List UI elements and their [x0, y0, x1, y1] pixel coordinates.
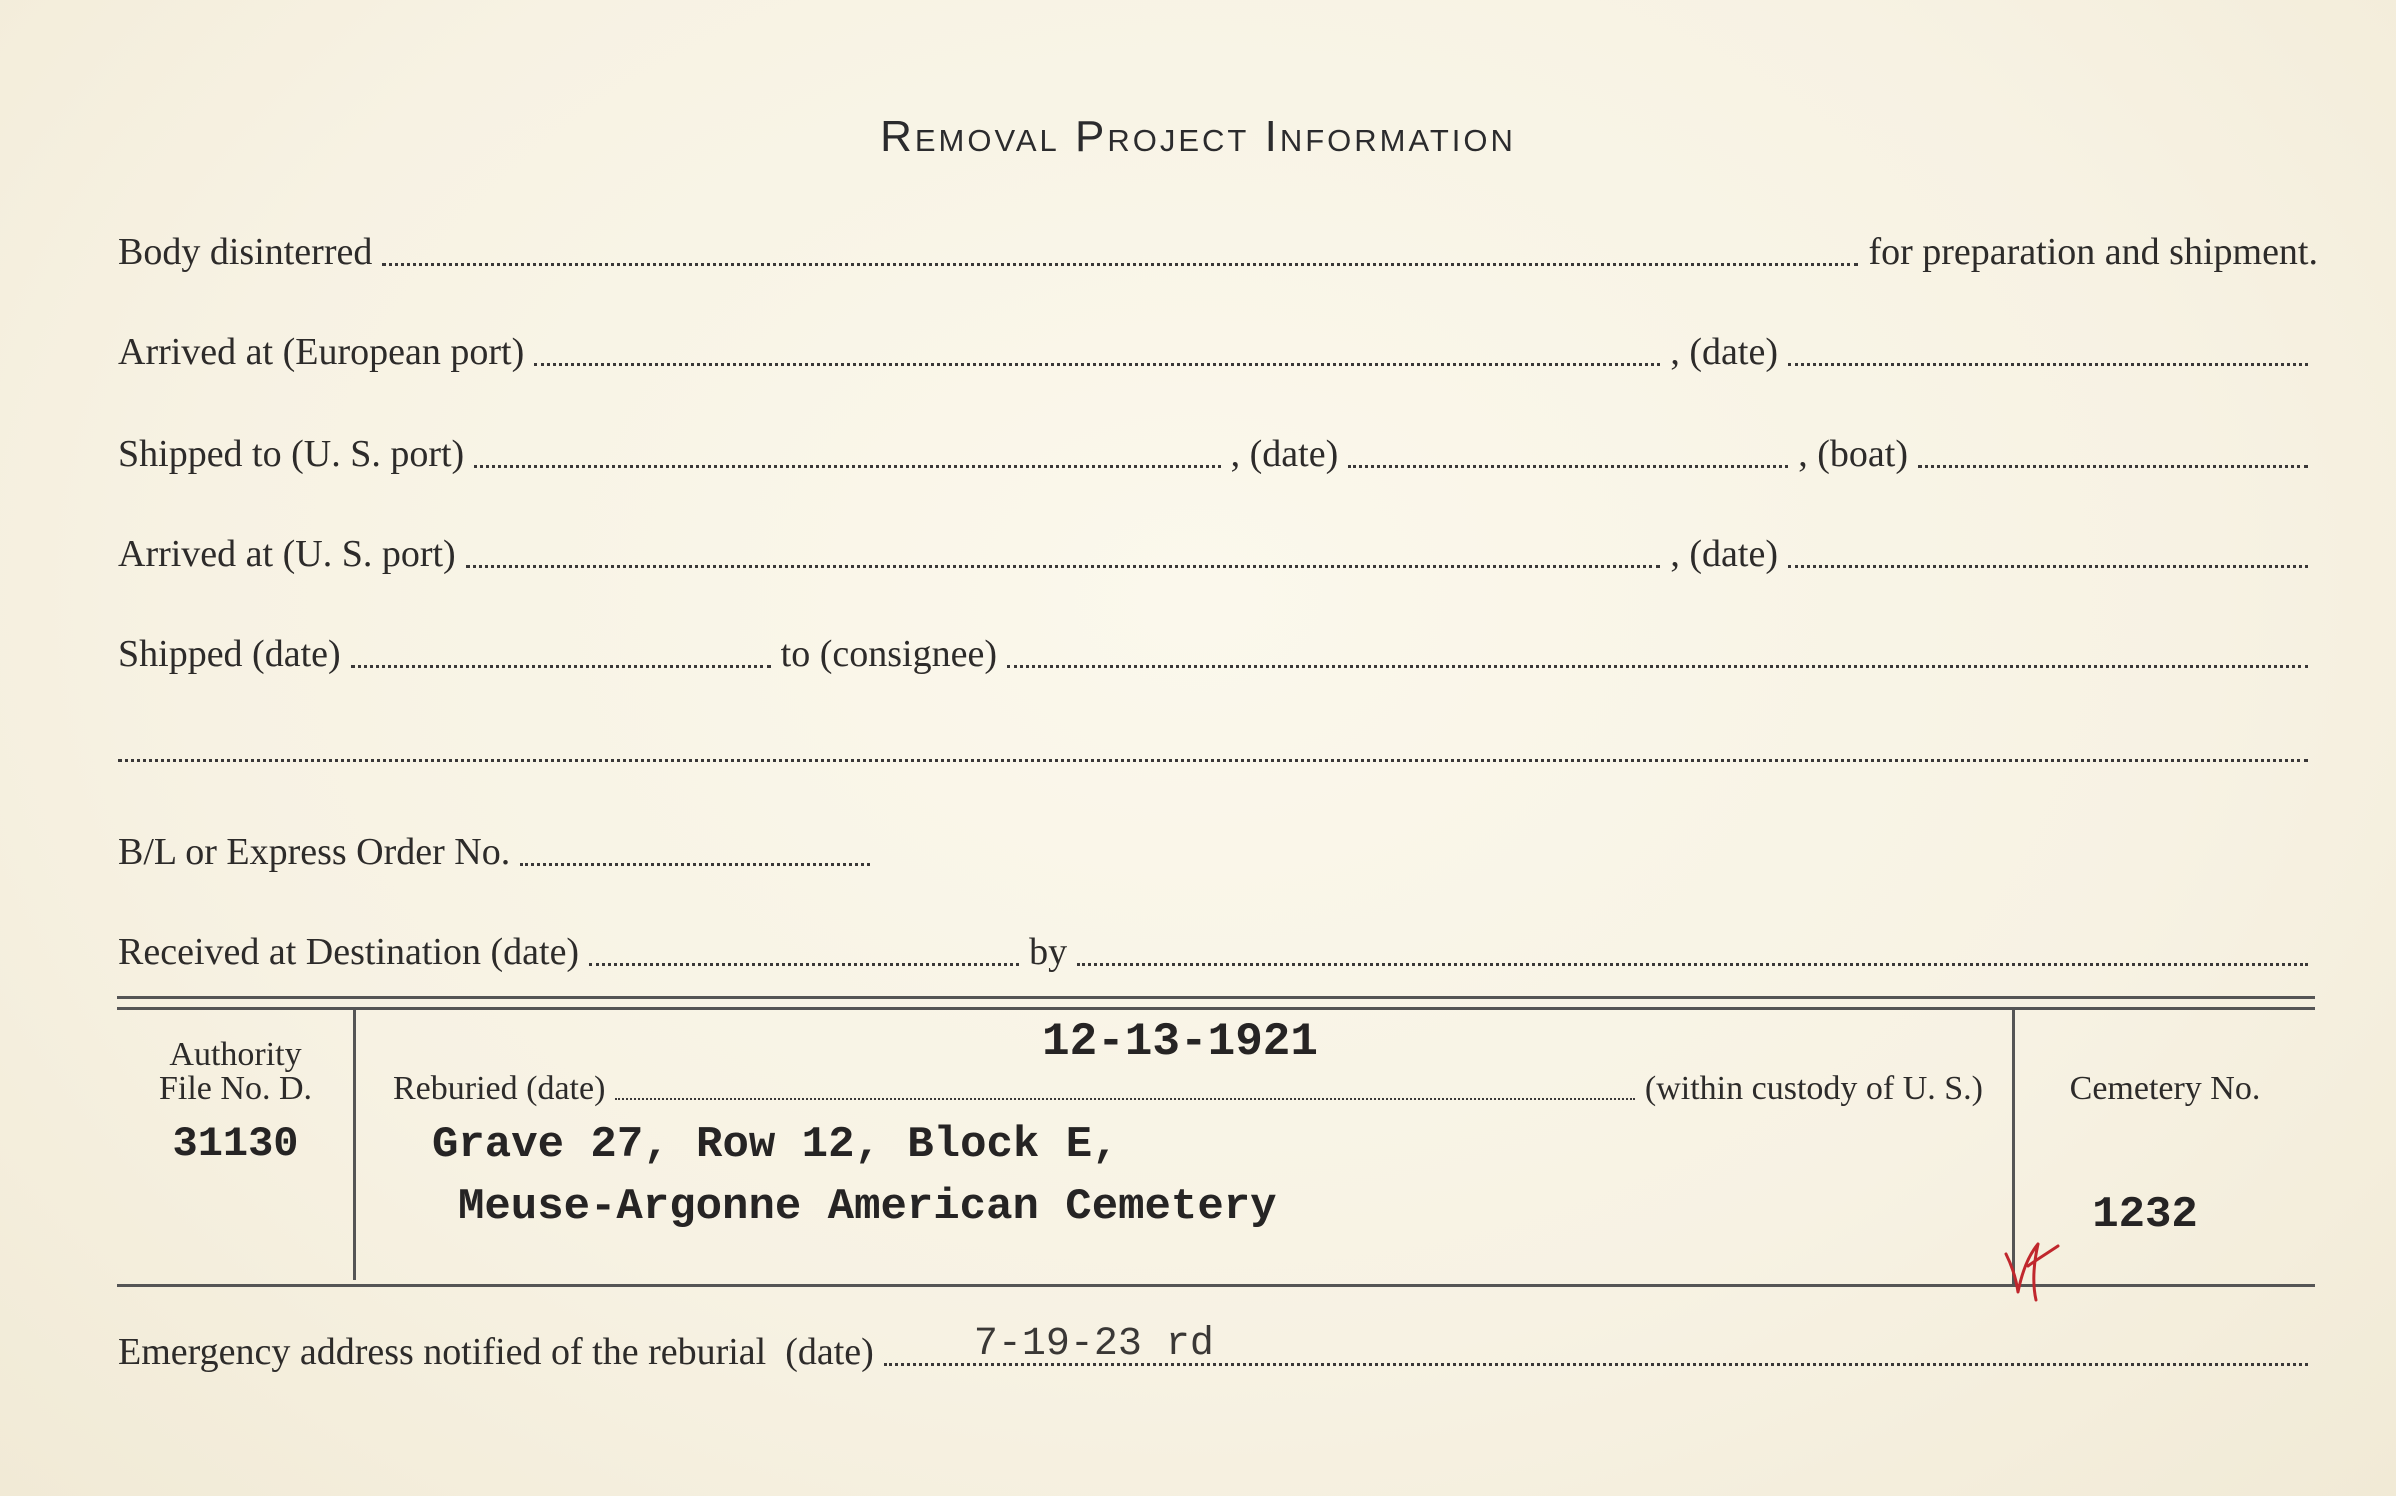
row-shipped-date — [118, 632, 2318, 676]
received-by-blank — [1077, 963, 2308, 966]
body-disinterred-blank — [382, 263, 1858, 266]
shipped-us-blank — [474, 465, 1220, 468]
shipped-us-boat-label: , (boat) — [1798, 433, 1908, 475]
received-by-label: by — [1029, 931, 1068, 973]
shipped-us-boat-blank — [1918, 465, 2308, 468]
consignee-label: to (consignee) — [780, 633, 997, 675]
row-reburied — [393, 1070, 1983, 1108]
cemetery-number: 1232 — [2092, 1190, 2198, 1240]
arrived-european-label: Arrived at (European port) — [118, 331, 525, 373]
reburied-date: 12-13-1921 — [1041, 1016, 1319, 1068]
shipped-date-label: Shipped (date) — [118, 633, 341, 675]
received-date-blank — [589, 963, 1019, 966]
arrived-us-blank — [466, 565, 1661, 568]
shipped-us-date-blank — [1348, 465, 1788, 468]
authority-label-1: Authority — [169, 1036, 302, 1073]
card-title: Removal Project Information — [880, 112, 1516, 161]
emergency-date-value: 7-19-23 rd — [973, 1322, 1214, 1367]
extra-blank-line — [118, 759, 2308, 762]
bl-order-label: B/L or Express Order No. — [118, 831, 511, 873]
red-initials-mark — [1998, 1226, 2068, 1306]
arrived-us-date-label: , (date) — [1670, 533, 1778, 575]
reburied-blank — [615, 1098, 1635, 1100]
row-received — [118, 930, 2318, 974]
shipped-us-label: Shipped to (U. S. port) — [118, 433, 465, 475]
row-emergency — [118, 1322, 2318, 1374]
received-label: Received at Destination (date) — [118, 931, 580, 973]
custody-label: (within custody of U. S.) — [1644, 1070, 1983, 1107]
reburial-location-line-1: Grave 27, Row 12, Block E, — [432, 1120, 1119, 1170]
row-body-disinterred — [118, 230, 2318, 274]
box-left-divider — [353, 1010, 356, 1280]
emergency-blank — [884, 1322, 2308, 1367]
authority-label-2: File No. D. — [159, 1070, 312, 1107]
arrived-us-label: Arrived at (U. S. port) — [118, 533, 456, 575]
arrived-european-blank — [534, 363, 1660, 366]
bl-order-blank — [520, 863, 870, 866]
reburial-location-line-2: Meuse-Argonne American Cemetery — [458, 1182, 1277, 1232]
cemetery-label: Cemetery No. — [2069, 1070, 2261, 1107]
shipped-date-blank — [351, 665, 771, 668]
arrived-european-date-blank — [1788, 363, 2308, 366]
box-bottom-rule — [117, 1284, 2315, 1287]
body-disinterred-suffix: for preparation and shipment. — [1868, 231, 2318, 273]
body-disinterred-label: Body disinterred — [118, 231, 373, 273]
reburied-label: Reburied (date) — [393, 1070, 606, 1107]
emergency-label: Emergency address notified of the reburial (date) — [118, 1331, 874, 1373]
row-arrived-european — [118, 330, 2318, 374]
row-extra-blank — [118, 730, 2318, 770]
row-bl-order — [118, 830, 1118, 874]
consignee-blank — [1007, 665, 2308, 668]
row-arrived-us — [118, 532, 2318, 576]
row-shipped-us — [118, 432, 2318, 476]
arrived-us-date-blank — [1788, 565, 2308, 568]
arrived-european-date-label: , (date) — [1670, 331, 1778, 373]
box-top-rule — [117, 996, 2315, 1010]
authority-file-number: 31130 — [172, 1120, 299, 1168]
shipped-us-date-label: , (date) — [1230, 433, 1339, 475]
